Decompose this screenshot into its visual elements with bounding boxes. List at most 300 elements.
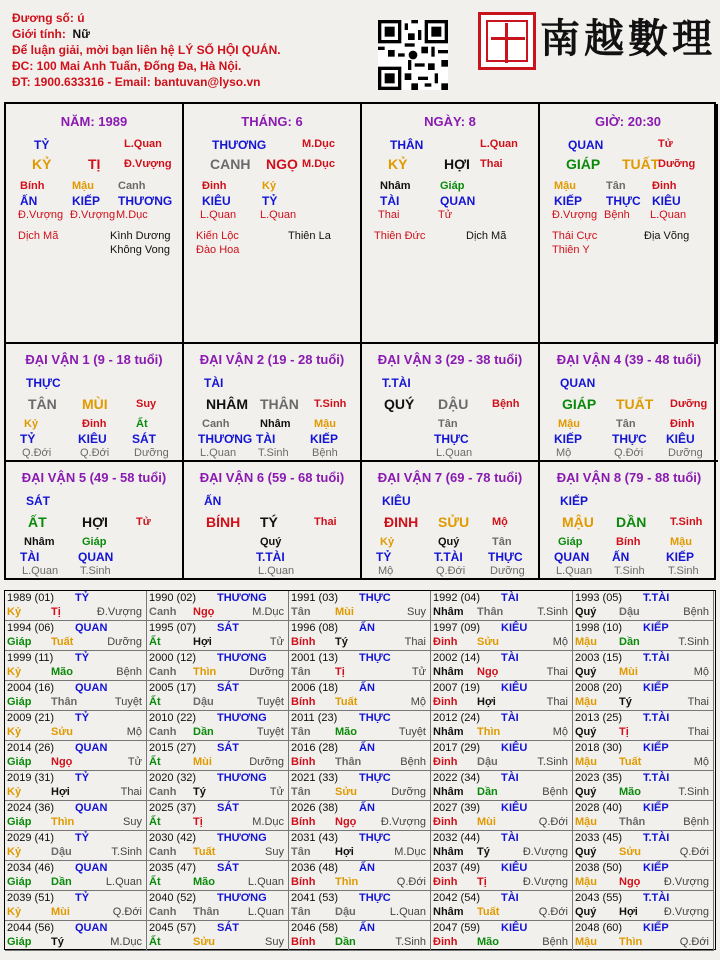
year-branch: Dần bbox=[193, 726, 214, 738]
star-label: Không Vong bbox=[110, 244, 170, 256]
year-stem: Giáp bbox=[7, 816, 32, 828]
hidden-phase: L.Quan bbox=[200, 447, 237, 459]
year-label: 2032 (44) bbox=[433, 832, 481, 844]
year-phase: Tuyệt bbox=[398, 726, 426, 738]
year-stem: Giáp bbox=[7, 636, 32, 648]
year-phase: Thai bbox=[546, 696, 568, 708]
year-cell bbox=[147, 651, 289, 681]
year-cell bbox=[5, 591, 147, 621]
branch-god: L.Quan bbox=[480, 138, 518, 150]
hidden-god: THỰC bbox=[434, 432, 469, 446]
year-label: 1999 (11) bbox=[7, 652, 54, 664]
year-phase: Bệnh bbox=[400, 756, 426, 768]
year-god: TÀI bbox=[501, 832, 519, 844]
year-label: 2006 (18) bbox=[291, 682, 339, 694]
dai-van-god: TÀI bbox=[204, 376, 224, 390]
pillar-phase: Đ.Vượng bbox=[124, 158, 172, 170]
year-branch: Mùi bbox=[619, 666, 638, 678]
year-label: 1997 (09) bbox=[433, 622, 481, 634]
year-label: 2041 (53) bbox=[291, 892, 339, 904]
year-label: 2009 (21) bbox=[7, 712, 55, 724]
star-label: Thiên Y bbox=[552, 244, 590, 256]
year-label: 2048 (60) bbox=[575, 922, 623, 934]
year-god: TỶ bbox=[75, 832, 90, 844]
hidden-god: TÀI bbox=[380, 194, 400, 208]
year-stem: Kỷ bbox=[7, 726, 22, 738]
hidden-stem: Mậu bbox=[554, 180, 576, 192]
year-god: TÀI bbox=[501, 592, 519, 604]
hidden-phase: Tử bbox=[438, 209, 453, 221]
year-god: T.TÀI bbox=[643, 712, 670, 724]
hidden-god: TỶ bbox=[20, 432, 36, 446]
year-phase: Suy bbox=[407, 606, 426, 618]
gioi-tinh-value: Nữ bbox=[72, 27, 90, 41]
year-god: THỰC bbox=[359, 592, 391, 604]
year-stem: Mậu bbox=[575, 816, 597, 828]
year-label: 2000 (12) bbox=[149, 652, 197, 664]
year-stem: Quý bbox=[575, 606, 597, 618]
year-phase: Tuyệt bbox=[256, 726, 284, 738]
pillar-branch: TUẤT bbox=[622, 156, 660, 172]
year-cell bbox=[5, 621, 147, 651]
year-branch: Mão bbox=[335, 726, 357, 738]
hidden-phase: Q.Đới bbox=[22, 447, 52, 459]
hidden-god: THỰC bbox=[612, 432, 647, 446]
year-label: 1993 (05) bbox=[575, 592, 623, 604]
year-god: THƯƠNG bbox=[217, 652, 267, 664]
year-cell bbox=[431, 741, 573, 771]
hidden-stem: Tân bbox=[438, 418, 458, 430]
year-stem: Quý bbox=[575, 786, 597, 798]
year-branch: Tị bbox=[51, 606, 61, 618]
year-stem: Đinh bbox=[433, 696, 458, 708]
year-stem: Tân bbox=[291, 906, 311, 918]
year-phase: Suy bbox=[123, 816, 142, 828]
hidden-phase: Dưỡng bbox=[134, 447, 169, 459]
hidden-phase: Mộ bbox=[378, 565, 394, 577]
year-branch: Hợi bbox=[335, 846, 354, 858]
year-stem: Quý bbox=[575, 726, 597, 738]
dai-van-stem: GIÁP bbox=[562, 396, 597, 412]
year-branch: Tý bbox=[51, 936, 64, 948]
hidden-god: THƯƠNG bbox=[198, 432, 253, 446]
hidden-phase: Mộ bbox=[556, 447, 572, 459]
year-branch: Mùi bbox=[335, 606, 354, 618]
hidden-phase: Thai bbox=[378, 209, 400, 221]
hidden-phase: L.Quan bbox=[258, 565, 295, 577]
year-god: KIẾP bbox=[643, 802, 669, 814]
year-phase: Q.Đới bbox=[538, 816, 568, 828]
year-stem: Đinh bbox=[433, 756, 458, 768]
year-label: 2023 (35) bbox=[575, 772, 623, 784]
year-cell bbox=[573, 891, 714, 921]
year-label: 2034 (46) bbox=[7, 862, 55, 874]
dai-van-phase: Dưỡng bbox=[670, 398, 708, 410]
year-cell bbox=[147, 591, 289, 621]
duong-so-label: Đương số: bbox=[12, 11, 74, 25]
year-phase: M.Dục bbox=[110, 936, 142, 948]
hidden-stem: Mậu bbox=[558, 418, 580, 430]
year-god: T.TÀI bbox=[643, 832, 670, 844]
qr-code-icon bbox=[378, 20, 448, 90]
year-phase: Dưỡng bbox=[249, 756, 284, 768]
contact-line: Để luận giải, mời bạn liên hệ LÝ SỐ HỘI QUÁN. bbox=[12, 43, 281, 57]
hidden-god: ẤN bbox=[612, 550, 630, 564]
year-god: KIÊU bbox=[501, 742, 528, 754]
hidden-phase: L.Quan bbox=[260, 209, 297, 221]
year-branch: Mùi bbox=[477, 816, 496, 828]
year-cell bbox=[289, 621, 431, 651]
year-branch: Thìn bbox=[193, 666, 217, 678]
dai-van-3 bbox=[362, 342, 540, 460]
year-label: 2007 (19) bbox=[433, 682, 481, 694]
year-stem: Đinh bbox=[433, 876, 458, 888]
year-stem: Nhâm bbox=[433, 786, 464, 798]
year-phase: T.Sinh bbox=[678, 786, 709, 798]
year-stem: Quý bbox=[575, 906, 597, 918]
hidden-stem: Mậu bbox=[670, 536, 692, 548]
year-phase: Thai bbox=[120, 786, 142, 798]
year-branch: Dần bbox=[335, 936, 356, 948]
year-stem: Nhâm bbox=[433, 726, 464, 738]
hidden-phase: Q.Đới bbox=[80, 447, 110, 459]
year-stem: Canh bbox=[149, 726, 177, 738]
branch-god: L.Quan bbox=[124, 138, 162, 150]
year-phase: Đ.Vượng bbox=[96, 606, 142, 618]
year-phase: Đ.Vượng bbox=[663, 906, 709, 918]
year-stem: Kỷ bbox=[7, 606, 22, 618]
year-branch: Sửu bbox=[193, 936, 216, 948]
pillar-2 bbox=[184, 104, 362, 344]
pillar-branch: NGỌ bbox=[266, 156, 298, 172]
year-stem: Bính bbox=[291, 756, 316, 768]
stem-god: THÂN bbox=[390, 138, 424, 152]
year-branch: Dần bbox=[477, 786, 498, 798]
year-branch: Mùi bbox=[193, 756, 212, 768]
hidden-stem: Giáp bbox=[558, 536, 583, 548]
year-god: TÀI bbox=[501, 652, 519, 664]
year-label: 1995 (07) bbox=[149, 622, 197, 634]
year-god: QUAN bbox=[75, 802, 108, 814]
year-god: ẤN bbox=[359, 922, 375, 934]
dai-van-title: ĐẠI VẬN 6 (59 - 68 tuổi) bbox=[199, 470, 345, 485]
year-cell bbox=[147, 771, 289, 801]
hidden-stem: Ất bbox=[136, 418, 148, 430]
year-phase: L.Quan bbox=[389, 906, 426, 918]
year-phase: T.Sinh bbox=[395, 936, 426, 948]
year-god: TỶ bbox=[75, 652, 90, 664]
year-cell bbox=[5, 771, 147, 801]
hidden-phase: L.Quan bbox=[556, 565, 593, 577]
year-branch: Sửu bbox=[335, 786, 358, 798]
hidden-phase: T.Sinh bbox=[668, 565, 699, 577]
hidden-phase: Bệnh bbox=[604, 209, 630, 221]
hidden-stem: Nhâm bbox=[260, 418, 291, 430]
star-label: Kình Dương bbox=[110, 230, 171, 242]
year-branch: Ngọ bbox=[51, 756, 73, 768]
dai-van-stem: QUÝ bbox=[384, 396, 415, 412]
luu-nien-grid bbox=[4, 590, 716, 950]
year-cell bbox=[5, 861, 147, 891]
hidden-phase: Bệnh bbox=[312, 447, 338, 459]
year-branch: Thìn bbox=[619, 936, 643, 948]
dai-van-5 bbox=[6, 460, 184, 578]
year-phase: Bệnh bbox=[542, 936, 568, 948]
dai-van-stem: NHÂM bbox=[206, 396, 248, 412]
year-stem: Giáp bbox=[7, 876, 32, 888]
star-label: Địa Võng bbox=[644, 230, 690, 242]
year-god: T.TÀI bbox=[643, 592, 670, 604]
year-god: SÁT bbox=[217, 802, 239, 814]
year-branch: Tý bbox=[619, 696, 632, 708]
dai-van-god: SÁT bbox=[26, 494, 50, 508]
year-god: QUAN bbox=[75, 742, 108, 754]
hidden-god: SÁT bbox=[132, 432, 156, 446]
branch-god: M.Dục bbox=[302, 138, 335, 150]
year-branch: Mùi bbox=[51, 906, 70, 918]
hidden-god: T.TÀI bbox=[256, 550, 285, 564]
year-phase: Dưỡng bbox=[391, 786, 426, 798]
year-branch: Mão bbox=[477, 936, 499, 948]
hidden-god: KIÊU bbox=[202, 194, 231, 208]
hidden-stem: Canh bbox=[202, 418, 230, 430]
dai-van-phase: Mộ bbox=[492, 516, 508, 528]
year-phase: Bệnh bbox=[542, 786, 568, 798]
logo: 南越數理 bbox=[540, 15, 716, 62]
year-cell bbox=[289, 651, 431, 681]
hidden-stem: Kỷ bbox=[24, 418, 39, 430]
hidden-god: THƯƠNG bbox=[118, 194, 173, 208]
pillar-phase: Thai bbox=[480, 158, 503, 170]
year-cell bbox=[431, 831, 573, 861]
year-label: 2016 (28) bbox=[291, 742, 339, 754]
dai-van-phase: Bệnh bbox=[492, 398, 520, 410]
hidden-stem: Đinh bbox=[202, 180, 227, 192]
year-stem: Kỷ bbox=[7, 906, 22, 918]
year-stem: Canh bbox=[149, 906, 177, 918]
year-cell bbox=[5, 921, 147, 951]
year-label: 2024 (36) bbox=[7, 802, 55, 814]
year-label: 2022 (34) bbox=[433, 772, 481, 784]
year-god: SÁT bbox=[217, 922, 239, 934]
year-label: 2033 (45) bbox=[575, 832, 623, 844]
year-cell bbox=[431, 591, 573, 621]
year-cell bbox=[147, 681, 289, 711]
pillar-phase: M.Dục bbox=[302, 158, 335, 170]
year-label: 2005 (17) bbox=[149, 682, 197, 694]
year-god: SÁT bbox=[217, 862, 239, 874]
pillar-title: GIỜ: 20:30 bbox=[594, 114, 661, 129]
star-label: Dịch Mã bbox=[18, 230, 59, 242]
year-branch: Mão bbox=[51, 666, 73, 678]
year-cell bbox=[573, 681, 714, 711]
year-phase: Tử bbox=[269, 636, 284, 648]
hidden-stem: Bính bbox=[20, 180, 45, 192]
year-god: THƯƠNG bbox=[217, 892, 267, 904]
dai-van-phase: T.Sinh bbox=[670, 516, 703, 528]
year-label: 2042 (54) bbox=[433, 892, 481, 904]
year-phase: Dưỡng bbox=[249, 666, 284, 678]
year-branch: Dần bbox=[619, 636, 640, 648]
year-branch: Tuất bbox=[51, 636, 74, 648]
hidden-phase: T.Sinh bbox=[80, 565, 111, 577]
year-god: ẤN bbox=[359, 742, 375, 754]
stem-god: QUAN bbox=[568, 138, 604, 152]
year-cell bbox=[147, 831, 289, 861]
year-god: THƯƠNG bbox=[217, 772, 267, 784]
dai-van-god: KIÊU bbox=[382, 494, 411, 508]
year-label: 2040 (52) bbox=[149, 892, 197, 904]
star-label: Kiến Lộc bbox=[196, 230, 239, 242]
year-branch: Tuất bbox=[477, 906, 500, 918]
year-god: KIÊU bbox=[501, 682, 528, 694]
year-branch: Dần bbox=[51, 876, 72, 888]
hidden-stem: Tân bbox=[606, 180, 626, 192]
year-cell bbox=[431, 621, 573, 651]
year-god: THỰC bbox=[359, 892, 391, 904]
year-phase: Thai bbox=[546, 666, 568, 678]
hidden-stem: Mậu bbox=[72, 180, 94, 192]
year-stem: Canh bbox=[149, 606, 177, 618]
year-phase: T.Sinh bbox=[537, 756, 568, 768]
year-phase: Mộ bbox=[693, 666, 709, 678]
hidden-phase: L.Quan bbox=[200, 209, 237, 221]
year-god: TỶ bbox=[75, 592, 90, 604]
year-god: ẤN bbox=[359, 802, 375, 814]
year-phase: Tuyệt bbox=[114, 696, 142, 708]
hidden-stem: Kỷ bbox=[380, 536, 395, 548]
hidden-god: ẤN bbox=[20, 194, 38, 208]
hidden-god: TỶ bbox=[262, 194, 278, 208]
year-cell bbox=[147, 711, 289, 741]
year-phase: M.Dục bbox=[252, 816, 284, 828]
hidden-phase: T.Sinh bbox=[614, 565, 645, 577]
hidden-stem: Giáp bbox=[82, 536, 107, 548]
year-label: 2019 (31) bbox=[7, 772, 55, 784]
year-phase: Thai bbox=[687, 696, 709, 708]
year-label: 2011 (23) bbox=[291, 712, 338, 724]
year-phase: Đ.Vượng bbox=[663, 876, 709, 888]
year-god: KIẾP bbox=[643, 742, 669, 754]
dai-van-title: ĐẠI VẬN 3 (29 - 38 tuổi) bbox=[377, 352, 523, 367]
dai-van-phase: Suy bbox=[136, 398, 157, 410]
year-cell bbox=[431, 681, 573, 711]
year-cell bbox=[431, 771, 573, 801]
year-phase: Suy bbox=[265, 936, 284, 948]
year-phase: Bệnh bbox=[116, 666, 142, 678]
year-phase: Q.Đới bbox=[679, 846, 709, 858]
year-branch: Dậu bbox=[335, 906, 356, 918]
year-stem: Đinh bbox=[433, 636, 458, 648]
dai-van-phase: T.Sinh bbox=[314, 398, 347, 410]
year-cell bbox=[5, 831, 147, 861]
year-label: 2021 (33) bbox=[291, 772, 339, 784]
year-branch: Ngọ bbox=[619, 876, 641, 888]
year-phase: Mộ bbox=[410, 696, 426, 708]
year-phase: Thai bbox=[687, 726, 709, 738]
year-god: KIẾP bbox=[643, 622, 669, 634]
year-label: 1989 (01) bbox=[7, 592, 55, 604]
year-stem: Giáp bbox=[7, 756, 32, 768]
hidden-phase: Q.Đới bbox=[614, 447, 644, 459]
year-god: SÁT bbox=[217, 682, 239, 694]
year-label: 1992 (04) bbox=[433, 592, 481, 604]
year-god: THỰC bbox=[359, 832, 391, 844]
year-stem: Bính bbox=[291, 636, 316, 648]
year-god: KIÊU bbox=[501, 622, 528, 634]
year-god: QUAN bbox=[75, 862, 108, 874]
year-branch: Thìn bbox=[335, 876, 359, 888]
hidden-stem: Đinh bbox=[652, 180, 677, 192]
year-cell bbox=[431, 651, 573, 681]
pillar-phase: Dưỡng bbox=[658, 158, 696, 170]
year-label: 2047 (59) bbox=[433, 922, 481, 934]
year-god: TÀI bbox=[501, 892, 519, 904]
pillar-branch: TỊ bbox=[88, 156, 101, 172]
hidden-stem: Tân bbox=[616, 418, 636, 430]
year-stem: Quý bbox=[575, 846, 597, 858]
hidden-phase: Đ.Vượng bbox=[18, 209, 64, 221]
hidden-phase: Dưỡng bbox=[668, 447, 703, 459]
year-label: 2031 (43) bbox=[291, 832, 339, 844]
year-label: 2018 (30) bbox=[575, 742, 623, 754]
dai-van-god: THỰC bbox=[26, 376, 61, 390]
year-god: TỶ bbox=[75, 772, 90, 784]
year-cell bbox=[289, 831, 431, 861]
year-branch: Sửu bbox=[619, 846, 642, 858]
year-label: 2002 (14) bbox=[433, 652, 481, 664]
hidden-phase: L.Quan bbox=[436, 447, 473, 459]
year-label: 2025 (37) bbox=[149, 802, 197, 814]
year-cell bbox=[573, 861, 714, 891]
year-label: 2015 (27) bbox=[149, 742, 197, 754]
year-branch: Tị bbox=[619, 726, 629, 738]
pillar-title: NĂM: 1989 bbox=[60, 114, 128, 129]
year-god: THỰC bbox=[359, 712, 391, 724]
year-branch: Hợi bbox=[51, 786, 70, 798]
dai-van-title: ĐẠI VẬN 1 (9 - 18 tuổi) bbox=[25, 352, 163, 367]
hidden-god: QUAN bbox=[554, 550, 590, 564]
year-stem: Ất bbox=[149, 696, 161, 708]
year-stem: Mậu bbox=[575, 756, 597, 768]
year-stem: Kỷ bbox=[7, 786, 22, 798]
pillar-branch: HỢI bbox=[444, 156, 470, 172]
year-stem: Đinh bbox=[433, 816, 458, 828]
year-branch: Tị bbox=[477, 876, 487, 888]
pillar-stem: KỶ bbox=[388, 156, 408, 172]
year-phase: L.Quan bbox=[247, 906, 284, 918]
pillar-1 bbox=[6, 104, 184, 344]
hidden-stem: Nhâm bbox=[24, 536, 55, 548]
year-phase: Tuyệt bbox=[256, 696, 284, 708]
year-cell bbox=[289, 771, 431, 801]
year-god: KIẾP bbox=[643, 682, 669, 694]
year-label: 2014 (26) bbox=[7, 742, 55, 754]
year-cell bbox=[5, 711, 147, 741]
hidden-stem: Bính bbox=[616, 536, 641, 548]
year-cell bbox=[431, 711, 573, 741]
stem-god: TỶ bbox=[34, 138, 50, 152]
year-stem: Mậu bbox=[575, 936, 597, 948]
year-cell bbox=[289, 921, 431, 951]
year-cell bbox=[289, 741, 431, 771]
year-cell bbox=[5, 741, 147, 771]
year-branch: Tuất bbox=[619, 756, 642, 768]
dai-van-god: ẤN bbox=[204, 494, 222, 508]
year-cell bbox=[147, 861, 289, 891]
year-phase: Tử bbox=[127, 756, 142, 768]
year-label: 2038 (50) bbox=[575, 862, 623, 874]
